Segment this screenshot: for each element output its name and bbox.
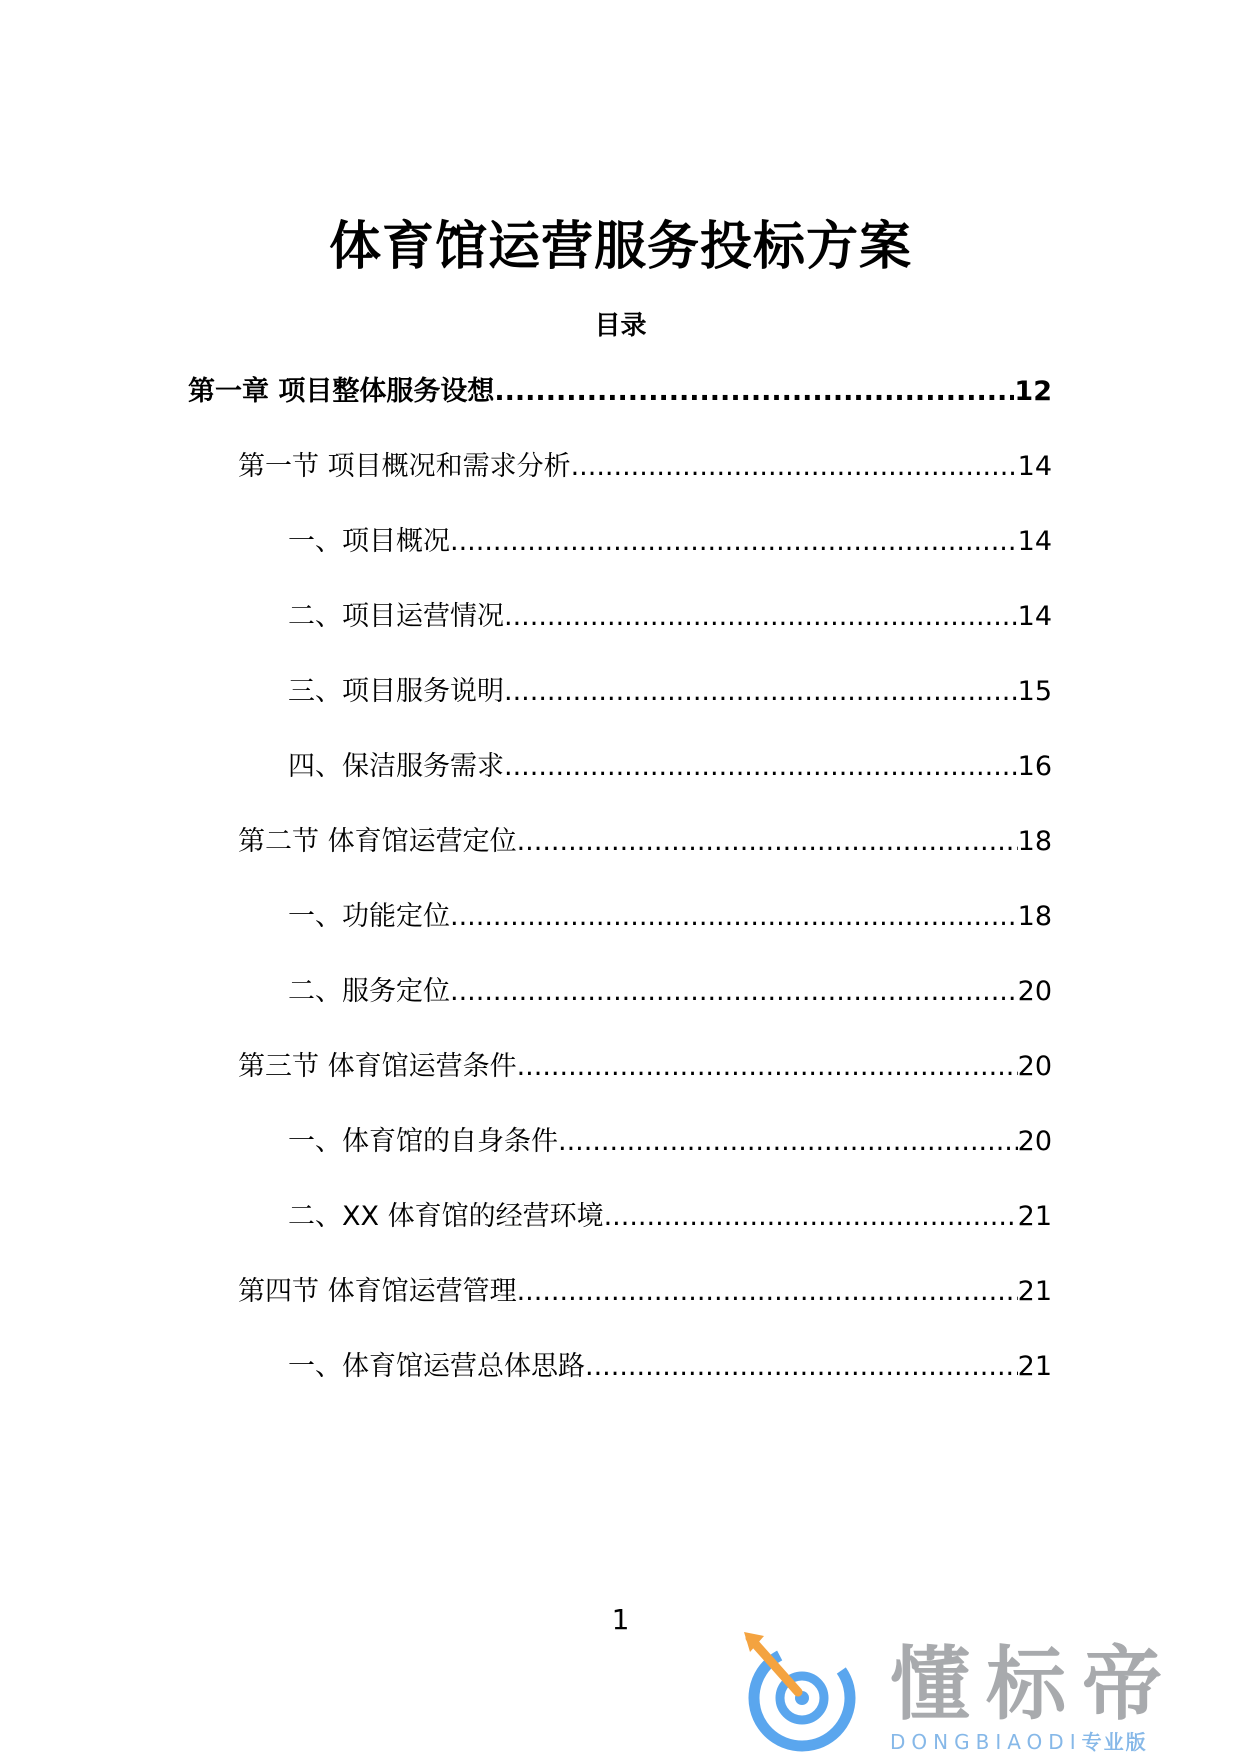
toc-dot-leader bbox=[517, 1268, 1018, 1316]
page-number: 1 bbox=[611, 1603, 630, 1636]
toc-entry-page: 21 bbox=[1017, 1351, 1052, 1382]
toc-entry-chapter-1[interactable] bbox=[188, 368, 1052, 416]
toc-entry-text: 第三节 体育馆运营条件 bbox=[238, 1051, 517, 1082]
toc-entry-subsection[interactable] bbox=[288, 1118, 1052, 1166]
toc-entry-page: 14 bbox=[1017, 526, 1052, 557]
toc-dot-leader bbox=[504, 593, 1018, 641]
toc-dot-leader bbox=[517, 1043, 1018, 1091]
toc-entry-page: 20 bbox=[1017, 976, 1052, 1007]
toc-entry-section-3[interactable] bbox=[238, 1043, 1052, 1091]
document-title: 体育馆运营服务投标方案 bbox=[328, 216, 912, 277]
toc-dot-leader bbox=[450, 518, 1018, 566]
toc-entry-text: 第一章 项目整体服务设想 bbox=[188, 376, 495, 407]
toc-entry-text: 一、体育馆运营总体思路 bbox=[288, 1351, 585, 1382]
toc-dot-leader bbox=[517, 818, 1018, 866]
watermark-logo bbox=[740, 1630, 1241, 1754]
toc-entry-text: 二、XX 体育馆的经营环境 bbox=[288, 1201, 604, 1232]
toc-dot-leader bbox=[494, 368, 1014, 416]
toc-entry-text: 第二节 体育馆运营定位 bbox=[238, 826, 517, 857]
toc-entry-page: 20 bbox=[1017, 1051, 1052, 1082]
toc-entry-text: 四、保洁服务需求 bbox=[288, 751, 504, 782]
toc-heading: 目录 bbox=[594, 311, 647, 341]
toc-dot-leader bbox=[571, 443, 1018, 491]
toc-entry-page: 21 bbox=[1017, 1276, 1052, 1307]
watermark-latin: DONGBIAODI bbox=[890, 1730, 1082, 1754]
watermark-edition: 专业版 bbox=[1081, 1730, 1148, 1754]
toc-entry-subsection[interactable] bbox=[288, 1193, 1052, 1241]
toc-entry-text: 二、项目运营情况 bbox=[288, 601, 504, 632]
toc-entry-subsection[interactable] bbox=[288, 893, 1052, 941]
toc-entry-page: 16 bbox=[1017, 751, 1052, 782]
toc-entry-text: 一、项目概况 bbox=[288, 526, 450, 557]
toc-entry-section-2[interactable] bbox=[238, 818, 1052, 866]
watermark-brand-name: 懂标帝 bbox=[890, 1638, 1178, 1731]
toc-entry-subsection[interactable] bbox=[288, 518, 1052, 566]
toc-entry-page: 15 bbox=[1017, 676, 1052, 707]
toc-entry-page: 12 bbox=[1014, 376, 1052, 407]
toc-entry-subsection[interactable] bbox=[288, 968, 1052, 1016]
toc-entry-text: 第四节 体育馆运营管理 bbox=[238, 1276, 517, 1307]
toc-dot-leader bbox=[504, 668, 1018, 716]
toc-entry-text: 二、服务定位 bbox=[288, 976, 450, 1007]
toc-entry-page: 14 bbox=[1017, 601, 1052, 632]
toc-entry-page: 18 bbox=[1017, 901, 1052, 932]
toc-entry-subsection[interactable] bbox=[288, 593, 1052, 641]
toc-entry-page: 21 bbox=[1017, 1201, 1052, 1232]
toc-entry-page: 18 bbox=[1017, 826, 1052, 857]
toc-entry-section-4[interactable] bbox=[238, 1268, 1052, 1316]
toc-dot-leader bbox=[504, 743, 1018, 791]
toc-entry-text: 一、体育馆的自身条件 bbox=[288, 1126, 558, 1157]
toc-dot-leader bbox=[450, 968, 1018, 1016]
toc-dot-leader bbox=[558, 1118, 1018, 1166]
toc-entry-text: 一、功能定位 bbox=[288, 901, 450, 932]
toc-entry-subsection[interactable] bbox=[288, 1343, 1052, 1391]
toc-entry-text: 第一节 项目概况和需求分析 bbox=[238, 451, 571, 482]
watermark-subtitle bbox=[890, 1730, 1148, 1754]
toc-dot-leader bbox=[585, 1343, 1018, 1391]
toc-entry-subsection[interactable] bbox=[288, 668, 1052, 716]
toc-entry-text: 三、项目服务说明 bbox=[288, 676, 504, 707]
toc-entry-section-1[interactable] bbox=[238, 443, 1052, 491]
toc-entry-page: 14 bbox=[1017, 451, 1052, 482]
toc-entry-page: 20 bbox=[1017, 1126, 1052, 1157]
toc-entry-subsection[interactable] bbox=[288, 743, 1052, 791]
target-arrow-icon bbox=[740, 1630, 860, 1754]
toc-dot-leader bbox=[450, 893, 1018, 941]
toc-dot-leader bbox=[604, 1193, 1018, 1241]
